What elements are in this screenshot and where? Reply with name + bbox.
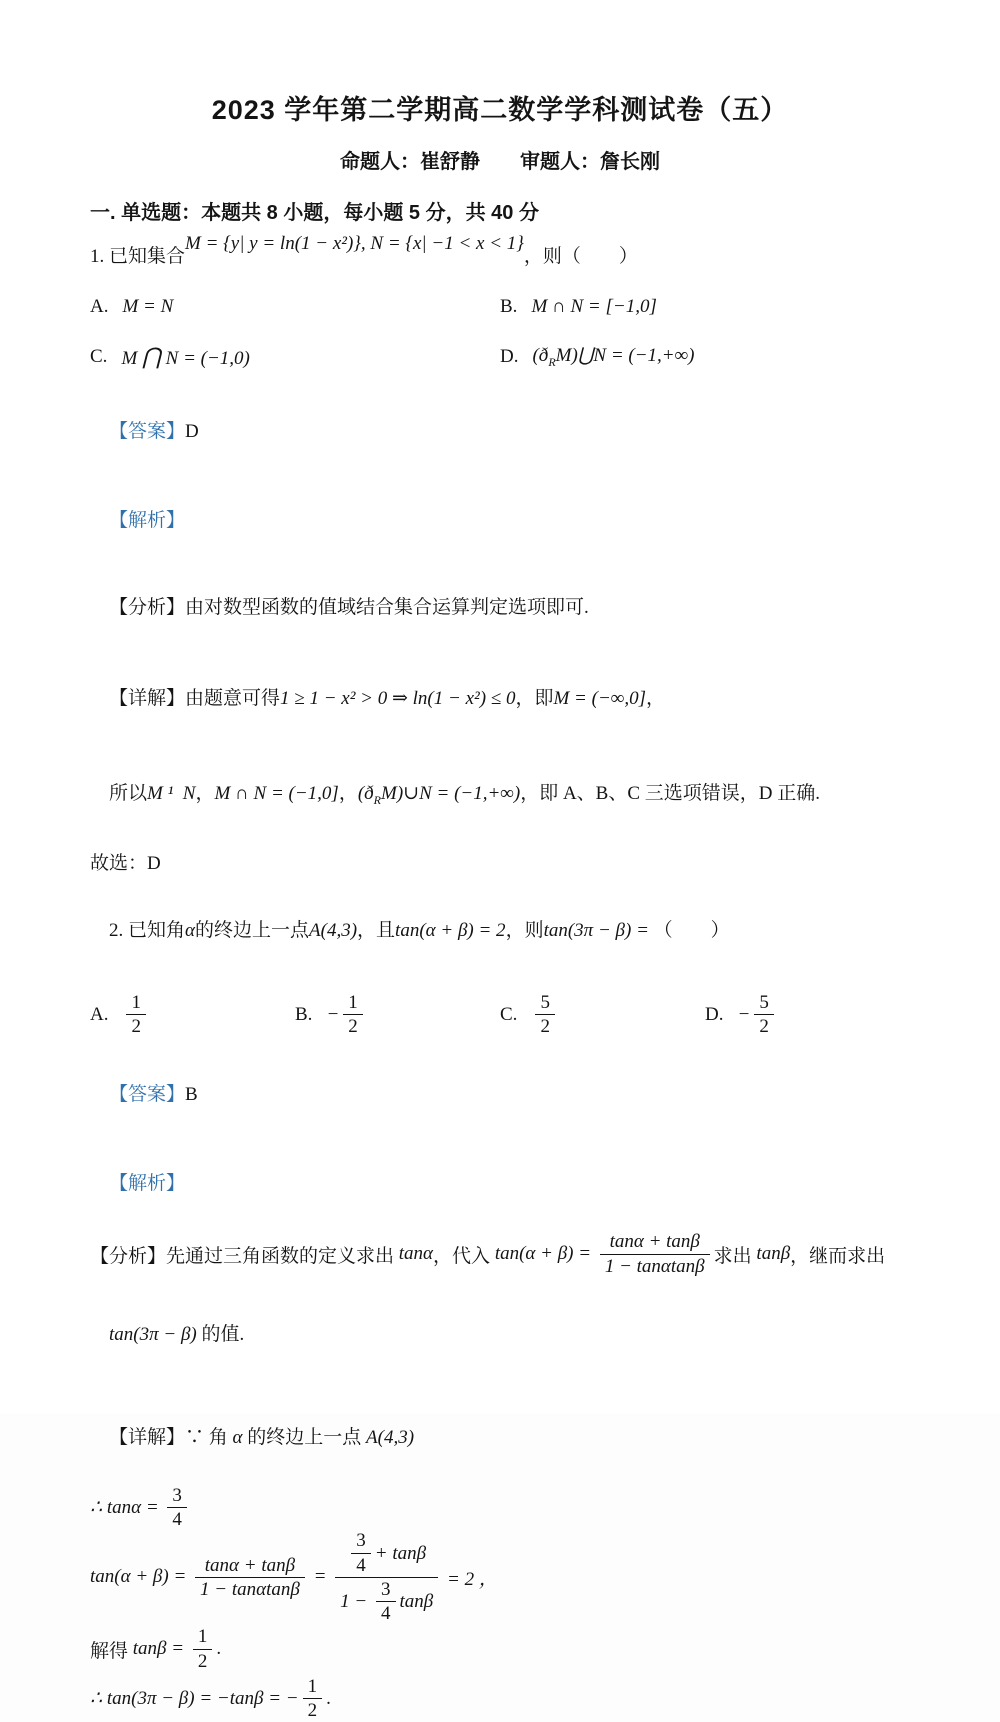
q1-xiangjie-math2: M = (−∞,0] — [553, 688, 646, 709]
frac-num: 5 — [535, 992, 555, 1015]
q1-xiangjie-cn2: ，即 — [515, 688, 554, 709]
fraction — [195, 1555, 305, 1601]
fraction — [167, 1485, 187, 1531]
fraction — [600, 1231, 710, 1277]
den-pre: 1 − — [340, 1591, 372, 1613]
minus-sign: − — [326, 1003, 340, 1025]
q2-big-rhs: = 2 ， — [442, 1568, 498, 1590]
frac-den: 2 — [759, 1016, 769, 1038]
frac-num: 1 — [343, 992, 363, 1015]
q2-option-c-label: C. — [500, 1003, 518, 1025]
q2-option-c — [500, 992, 705, 1038]
section-1-heading: 一. 单选题：本题共 8 小题，每小题 5 分，共 40 分 — [90, 202, 539, 224]
q2-tana-math: ∴ tanα = — [90, 1497, 164, 1519]
q2-stem-cn2: ，且 — [357, 919, 396, 941]
q1-options-row-2 — [90, 344, 910, 370]
q1-stem-math: M = {y| y = ln(1 − x²)}, N = {x| −1 < x < 1} — [185, 233, 524, 254]
frac-den: 4 — [172, 1509, 182, 1531]
den-rest: tanβ — [399, 1591, 434, 1613]
q2-fenxi-cn1: 先通过三角函数的定义求出 — [166, 1245, 395, 1267]
q2-options-row — [90, 992, 910, 1038]
complement-subscript: R — [548, 354, 556, 369]
q2-answer-value: B — [185, 1084, 198, 1106]
q1-xiangjie-cn1: 由题意可得 — [185, 688, 281, 709]
q2-big-lhs: tan(α + β) = — [90, 1566, 192, 1588]
fraction — [351, 1530, 371, 1576]
q2-fenxi-math1: tanα — [394, 1243, 434, 1265]
q1-suoyi-line — [90, 756, 910, 830]
q2-xiangjie-cn1: ∵ 角 — [185, 1426, 228, 1448]
q2-option-a — [90, 992, 295, 1038]
q1-option-a-math: M = N — [122, 296, 174, 317]
q1-stem — [90, 233, 910, 268]
q2-xiangjie-cn2: 的终边上一点 — [247, 1426, 362, 1448]
jiexi-label: 【解析】 — [109, 510, 186, 531]
q2-stem-tan1: tan(α + β) = 2 — [395, 919, 506, 941]
q2-option-a-label: A. — [90, 1003, 109, 1025]
fraction — [376, 1579, 396, 1625]
frac-den: 1 − tanαtanβ — [604, 1255, 705, 1277]
q1-number: 1. 已知集合 — [90, 246, 186, 267]
fraction — [343, 992, 363, 1038]
q1-xiangjie-line — [90, 661, 910, 732]
q2-stem-tan2: tan(3π − β) = — [543, 919, 654, 941]
q1-option-c-math: M ⋂ N = (−1,0) — [121, 344, 250, 369]
q2-answer-line — [90, 1057, 910, 1128]
fraction — [535, 992, 555, 1038]
answer-label: 【答案】 — [109, 1084, 186, 1106]
q1-option-a-label: A. — [90, 296, 109, 317]
q2-final-line — [90, 1676, 910, 1722]
q1-suoyi-math3-rest: M)∪N = (−1,+∞) — [381, 783, 521, 804]
frac-den: 2 — [540, 1016, 550, 1038]
doc-subtitle: 命题人：崔舒静 审题人：詹长刚 — [340, 151, 660, 173]
period: . — [216, 1638, 222, 1660]
fenxi-label: 【分析】 — [90, 1245, 167, 1267]
frac-num: 1 — [303, 1676, 323, 1699]
doc-title: 2023 学年第二学期高二数学学科测试卷（五） — [211, 95, 789, 125]
q2-jiexi-line — [90, 1146, 910, 1217]
frac-den: 2 — [348, 1016, 358, 1038]
q1-option-a — [90, 296, 500, 318]
answer-label: 【答案】 — [109, 421, 186, 442]
q1-option-d — [500, 344, 910, 370]
jiexi-label: 【解析】 — [109, 1173, 186, 1195]
q1-xiangjie-math1: 1 ≥ 1 − x² > 0 ⇒ ln(1 − x²) ≤ 0 — [280, 688, 516, 709]
q2-fenxi-math2: tan(α + β) = — [490, 1243, 596, 1265]
nested-fraction — [335, 1530, 438, 1624]
frac-den: 4 — [356, 1554, 366, 1576]
q2-fenxi2-math: tan(3π − β) — [109, 1323, 197, 1345]
q2-fenxi-line2 — [90, 1297, 910, 1368]
frac-den: 4 — [381, 1603, 391, 1625]
frac-den — [335, 1578, 438, 1625]
q2-xiangjie-alpha: α — [227, 1426, 248, 1448]
period: . — [326, 1687, 331, 1709]
q1-option-b-label: B. — [500, 296, 518, 317]
fraction — [193, 1626, 213, 1672]
xiangjie-label: 【详解】 — [109, 688, 186, 709]
q1-answer-line — [90, 394, 910, 465]
fraction — [303, 1676, 323, 1722]
q2-stem-cn3: ，则 — [505, 919, 544, 941]
q1-options-row-1 — [90, 296, 910, 318]
q1-option-c — [90, 344, 500, 370]
num-rest: + tanβ — [374, 1542, 427, 1564]
q2-jiede-line — [90, 1626, 910, 1672]
q1-suoyi-math2: M ∩ N = (−1,0] — [214, 783, 339, 804]
frac-num: 3 — [351, 1530, 371, 1553]
q2-fenxi-math3: tanβ — [751, 1243, 791, 1265]
q2-jiede-math: tanβ = — [128, 1638, 189, 1660]
q2-stem-cn1: 的终边上一点 — [195, 919, 310, 941]
fenxi-label: 【分析】 — [109, 597, 186, 618]
frac-den: 1 − tanαtanβ — [200, 1578, 300, 1600]
minus-sign: − — [737, 1003, 751, 1025]
q1-option-b — [500, 296, 910, 318]
frac-num: 5 — [754, 992, 774, 1015]
q2-stem-point: A(4,3) — [309, 919, 358, 941]
q2-stem-alpha: α — [185, 919, 195, 941]
q1-option-d-label: D. — [500, 346, 519, 367]
q2-fenxi-cn3: 求出 — [713, 1245, 752, 1267]
frac-den: 2 — [197, 1650, 208, 1672]
xiangjie-label: 【详解】 — [109, 1426, 186, 1448]
q1-suoyi-cn4: ，即 A、B、C 三选项错误，D 正确. — [520, 783, 820, 804]
q1-suoyi-cn3: ， — [338, 783, 358, 804]
q2-xiangjie-point: A(4,3) — [361, 1426, 415, 1448]
q1-option-d-math: $(ð_RM)⋃N = (-1,+\infty)$ — [532, 345, 695, 369]
q2-number: 2. 已知角 — [109, 919, 186, 941]
frac-num: tanα + tanβ — [600, 1231, 710, 1254]
q1-fenxi-line — [90, 570, 910, 641]
frac-num: 3 — [167, 1485, 187, 1508]
q2-xiangjie-line — [90, 1400, 910, 1471]
q1-fenxi-text: 由对数型函数的值域结合集合运算判定选项即可. — [185, 597, 589, 618]
q1-jiexi-line — [90, 483, 910, 554]
q2-fenxi-cn2: ，代入 — [433, 1245, 491, 1267]
complement-subscript: R — [373, 792, 382, 807]
q1-suoyi-math3-open: (ð — [357, 783, 374, 804]
q1-stem-tail: ，则（ ） — [523, 246, 638, 267]
q2-stem — [90, 893, 910, 964]
frac-num: 3 — [376, 1579, 396, 1602]
q1-answer-value: D — [185, 421, 199, 442]
q2-option-d-label: D. — [705, 1003, 724, 1025]
q2-fenxi-cn4: ，继而求出 — [790, 1245, 886, 1267]
q1-guxuan-line: 故选：D — [90, 852, 161, 874]
q2-jiede-cn: 解得 — [90, 1640, 129, 1662]
q2-option-b — [295, 992, 500, 1038]
frac-num: 1 — [126, 992, 146, 1015]
frac-den: 2 — [307, 1700, 318, 1722]
q2-option-d — [705, 992, 910, 1038]
fraction — [126, 992, 146, 1038]
frac-num — [335, 1530, 438, 1578]
frac-num: tanα + tanβ — [195, 1555, 305, 1578]
fraction — [754, 992, 774, 1038]
q2-tana-line — [90, 1485, 910, 1531]
q1-xiangjie-cn3: ， — [645, 688, 665, 709]
intersection-symbol: ⋂ — [142, 344, 161, 369]
frac-den: 2 — [131, 1016, 141, 1038]
q1-option-b-math: M ∩ N = [−1,0] — [531, 296, 657, 317]
q1-suoyi-math1: M ¹ N — [147, 783, 196, 804]
q1-suoyi-cn2: ， — [195, 783, 215, 804]
q2-stem-tail: （ ） — [653, 919, 730, 941]
equals-sign: = — [308, 1566, 332, 1588]
q2-fenxi2-cn: 的值. — [196, 1323, 245, 1345]
q2-big-equation-line — [90, 1530, 910, 1624]
frac-num: 1 — [193, 1626, 213, 1649]
q2-option-b-label: B. — [295, 1003, 313, 1025]
q2-fenxi-line — [90, 1231, 910, 1277]
q1-option-c-label: C. — [90, 346, 108, 367]
q1-suoyi-cn1: 所以 — [109, 783, 148, 804]
q2-final-math: ∴ tan(3π − β) = −tanβ = − — [90, 1688, 299, 1710]
